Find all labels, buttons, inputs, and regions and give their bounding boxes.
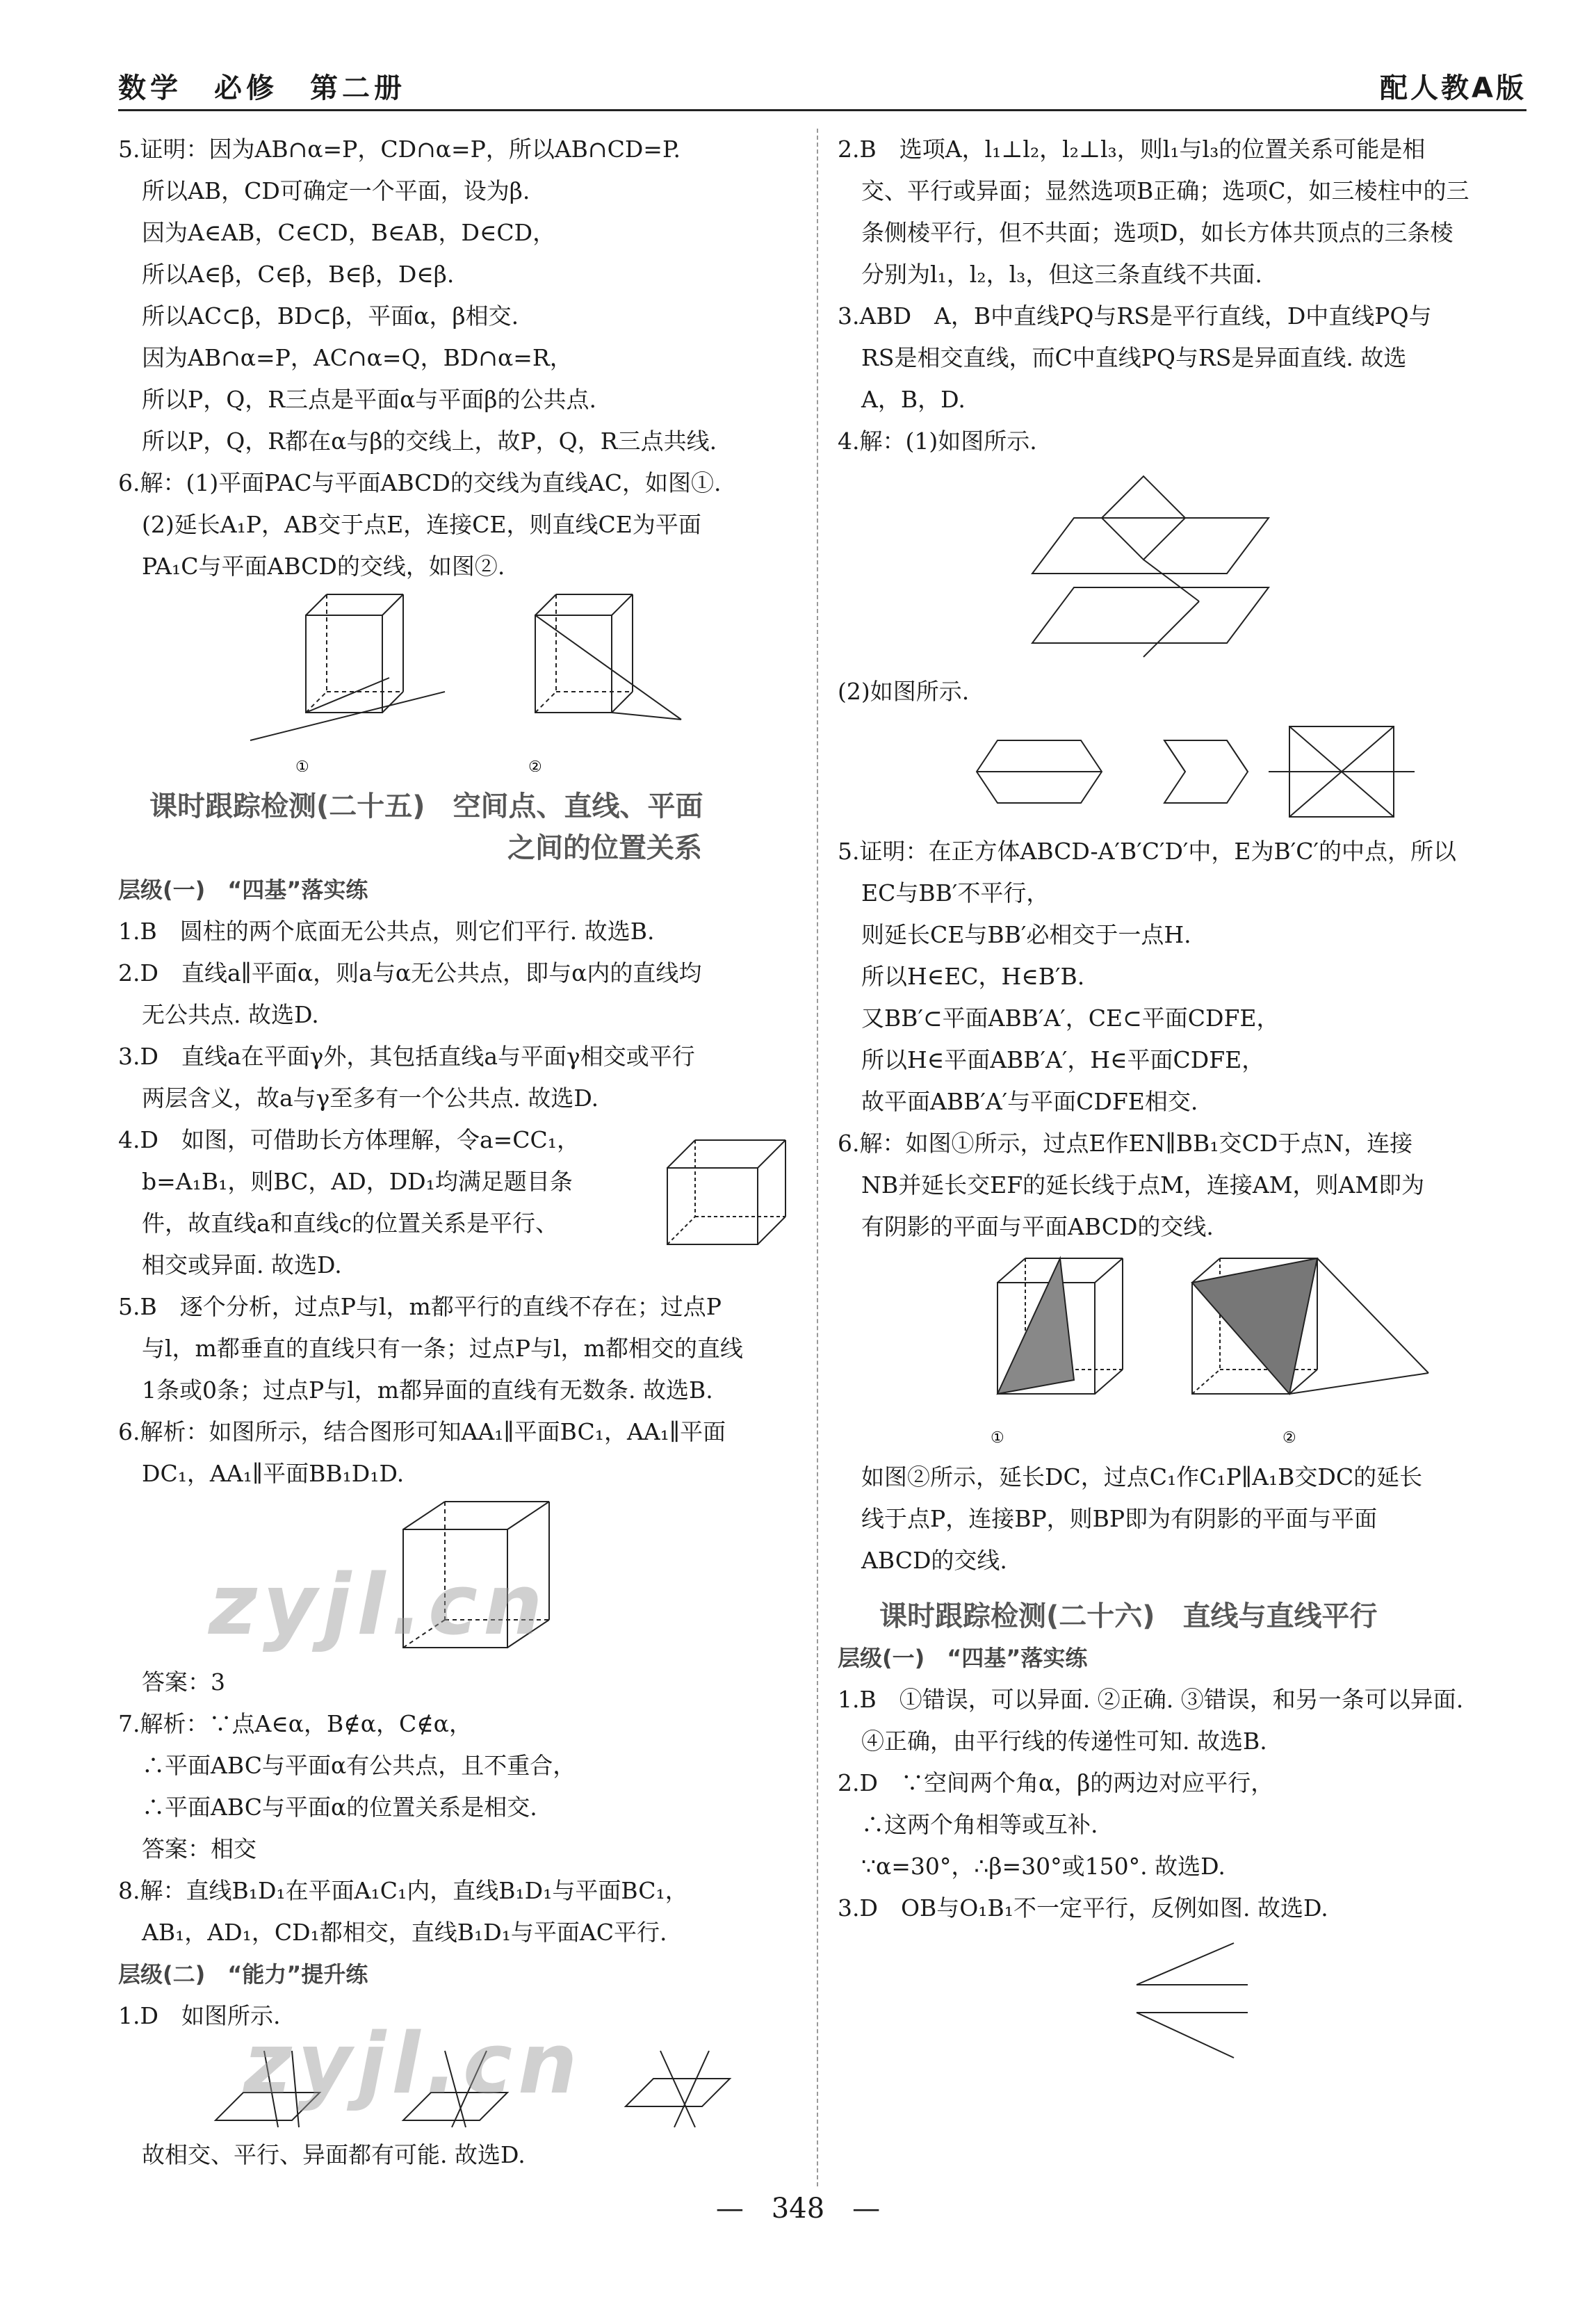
left-column (118, 129, 813, 2176)
text-line: 6.解析：如图所示，结合图形可知AA₁∥平面BC₁，AA₁∥平面 (118, 1418, 726, 1445)
section-25-subtitle: 之间的位置关系 (507, 832, 702, 864)
text-line: 3.ABD A，B中直线PQ与RS是平行直线，D中直线PQ与 (838, 302, 1432, 330)
text-line: 7.解析：∵点A∈α，B∉α，C∉α， (118, 1710, 472, 1737)
text-line: 5.B 逐个分析，过点P与l，m都平行的直线不存在；过点P (118, 1293, 722, 1320)
page-header (118, 66, 1526, 108)
text-line: 2.D 直线a∥平面α，则a与α无公共点，即与α内的直线均 (118, 959, 702, 986)
column-divider (817, 129, 818, 2186)
text-line: EC与BB′不平行， (861, 879, 1050, 907)
watermark: zyjl.cn (209, 1557, 548, 1654)
answers-block-4 (118, 1870, 813, 1953)
fig-label-one: ① (295, 758, 309, 772)
text-line: 1.B ①错误，可以异面. ②正确. ③错误，和另一条可以异面. (838, 1686, 1464, 1713)
text-line: 则延长CE与BB′必相交于一点H. (861, 921, 1191, 948)
text-line: 4.解：(1)如图所示. (838, 428, 1037, 455)
text-line: 与l，m都垂直的直线只有一条；过点P与l，m都相交的直线 (142, 1335, 743, 1362)
text-line: 两层含义，故a与γ至多有一个公共点. 故选D. (142, 1084, 599, 1112)
text-line: 故平面ABB′A′与平面CDFE相交. (861, 1088, 1198, 1115)
answers-right-block-1 (838, 129, 1533, 462)
text-line: 因为A∈AB，C∈CD，B∈AB，D∈CD， (142, 219, 556, 246)
text-line: 3.D 直线a在平面γ外，其包括直线a与平面γ相交或平行 (118, 1043, 695, 1070)
level-two-heading: 层级(二) “能力”提升练 (118, 1961, 368, 1988)
answers-block-2 (118, 911, 813, 1495)
section-26-title: 课时跟踪检测(二十六) 直线与直线平行 (879, 1600, 1378, 1632)
text-line: 相交或异面. 故选D. (142, 1251, 342, 1278)
text-line: 故相交、平行、异面都有可能. 故选D. (142, 2141, 526, 2168)
text-line: ∴平面ABC与平面α的位置关系是相交. (142, 1794, 537, 1821)
text-line: 3.D OB与O₁B₁不一定平行，反例如图. 故选D. (838, 1894, 1328, 1922)
level-one-heading-right: 层级(一) “四基”落实练 (838, 1645, 1088, 1671)
text-line: 因为AB∩α=P，AC∩α=Q，BD∩α=R， (142, 344, 573, 371)
answer-7: 答案：相交 (142, 1835, 256, 1862)
text-line: (2)如图所示. (838, 678, 970, 705)
box-figure-q4 (653, 1126, 792, 1265)
text-line: ④正确，由平行线的传递性可知. 故选B. (861, 1728, 1267, 1755)
text-line: 所以AC⊂β，BD⊂β，平面α，β相交. (142, 302, 519, 330)
fig-label-two: ② (1282, 1429, 1296, 1447)
text-line: 又BB′⊂平面ABB′A′，CE⊂平面CDFE， (861, 1005, 1280, 1032)
answers-right-block-5 (838, 1679, 1533, 1929)
text-line: 无公共点. 故选D. (142, 1001, 319, 1028)
answer-6: 答案：3 (142, 1668, 225, 1696)
section-25-title: 课时跟踪检测(二十五) 空间点、直线、平面 (149, 790, 703, 822)
text-line: ABCD的交线. (861, 1547, 1007, 1574)
watermark: zyjl.cn (243, 2016, 583, 2113)
text-line: 1条或0条；过点P与l，m都异面的直线有无数条. 故选B. (142, 1376, 713, 1404)
text-line: RS是相交直线，而C中直线PQ与RS是异面直线. 故选 (861, 344, 1407, 371)
text-line: 5.证明：在正方体ABCD-A′B′C′D′中，E为B′C′的中点，所以 (838, 838, 1456, 865)
text-line: 所以AB，CD可确定一个平面，设为β. (142, 177, 530, 204)
answers-right-block-4 (838, 1456, 1533, 1582)
text-line: 所以A∈β，C∈β，B∈β，D∈β. (142, 261, 455, 288)
cube-figures-q6-right (838, 1248, 1533, 1456)
text-line: AB₁，AD₁，CD₁都相交，直线B₁D₁与平面AC平行. (142, 1919, 667, 1946)
text-line: 8.解：直线B₁D₁在平面A₁C₁内，直线B₁D₁与平面BC₁， (118, 1877, 688, 1904)
right-column (838, 129, 1533, 2075)
fig-label-two: ② (528, 758, 542, 772)
level-one-heading: 层级(一) “四基”落实练 (118, 877, 368, 903)
answers-block-3 (118, 1703, 813, 1828)
text-line: 件，故直线a和直线c的位置关系是平行、 (142, 1210, 559, 1237)
text-line: 2.D ∵空间两个角α，β的两边对应平行， (838, 1769, 1274, 1796)
text-line: 交、平行或异面；显然选项B正确；选项C，如三棱柱中的三 (861, 177, 1469, 204)
text-line: A，B，D. (861, 386, 966, 413)
text-line: 分别为l₁，l₂，l₃，但这三条直线不共面. (861, 261, 1262, 288)
text-line: 条侧棱平行，但不共面；选项D，如长方体共顶点的三条棱 (861, 219, 1454, 246)
text-line: ∵α=30°，∴β=30°或150°. 故选D. (861, 1853, 1226, 1880)
text-line: PA₁C与平面ABCD的交线，如图②. (142, 553, 505, 580)
cube-figures-q6 (118, 587, 813, 772)
text-line: ∴这两个角相等或互补. (861, 1811, 1098, 1838)
answers-right-block-3 (838, 831, 1533, 1248)
text-line: 1.D 如图所示. (118, 2002, 281, 2029)
text-line: b=A₁B₁，则BC，AD，DD₁均满足题目条 (142, 1168, 573, 1195)
text-line: 线于点P，连接BP，则BP即为有阴影的平面与平面 (861, 1505, 1378, 1532)
edition-label: 配人教A版 (1380, 72, 1526, 104)
text-line: 如图②所示，延长DC，过点C₁作C₁P∥A₁B交DC的延长 (861, 1463, 1423, 1490)
text-line: 2.B 选项A，l₁⊥l₂，l₂⊥l₃，则l₁与l₃的位置关系可能是相 (838, 136, 1426, 163)
text-line: 所以H∈EC，H∈B′B. (861, 963, 1085, 990)
text-line: 6.解：(1)平面PAC与平面ABCD的交线为直线AC，如图①. (118, 469, 722, 496)
text-line: 4.D 如图，可借助长方体理解，令a=CC₁， (118, 1126, 580, 1153)
text-line: 所以H∈平面ABB′A′，H∈平面CDFE， (861, 1046, 1265, 1073)
header-rule (118, 109, 1526, 111)
planes-figure-q4-1 (838, 462, 1533, 671)
text-line: 有阴影的平面与平面ABCD的交线. (861, 1213, 1214, 1240)
text-line: 所以P，Q，R都在α与β的交线上，故P，Q，R三点共线. (142, 428, 717, 455)
proof-5-block (118, 129, 813, 587)
page-number: — 348 — (715, 2193, 881, 2225)
text-line: ∴平面ABC与平面α有公共点，且不重合， (142, 1752, 576, 1779)
text-line: NB并延长交EF的延长线于点M，连接AM，则AM即为 (861, 1171, 1425, 1199)
angle-figure-q3 (838, 1929, 1533, 2075)
text-line: 所以P，Q，R三点是平面α与平面β的公共点. (142, 386, 596, 413)
book-title: 数学 必修 第二册 (118, 72, 406, 104)
text-line: 6.解：如图①所示，过点E作EN∥BB₁交CD于点N，连接 (838, 1130, 1413, 1157)
text-line: (2)延长A₁P，AB交于点E，连接CE，则直线CE为平面 (142, 511, 701, 538)
fig-label-one: ① (991, 1429, 1004, 1447)
text-line: DC₁，AA₁∥平面BB₁D₁D. (142, 1460, 405, 1487)
prism-figures-q4-2 (838, 713, 1533, 831)
text-line: 5.证明：因为AB∩α=P，CD∩α=P，所以AB∩CD=P. (118, 136, 681, 163)
text-line: 1.B 圆柱的两个底面无公共点，则它们平行. 故选B. (118, 918, 655, 945)
